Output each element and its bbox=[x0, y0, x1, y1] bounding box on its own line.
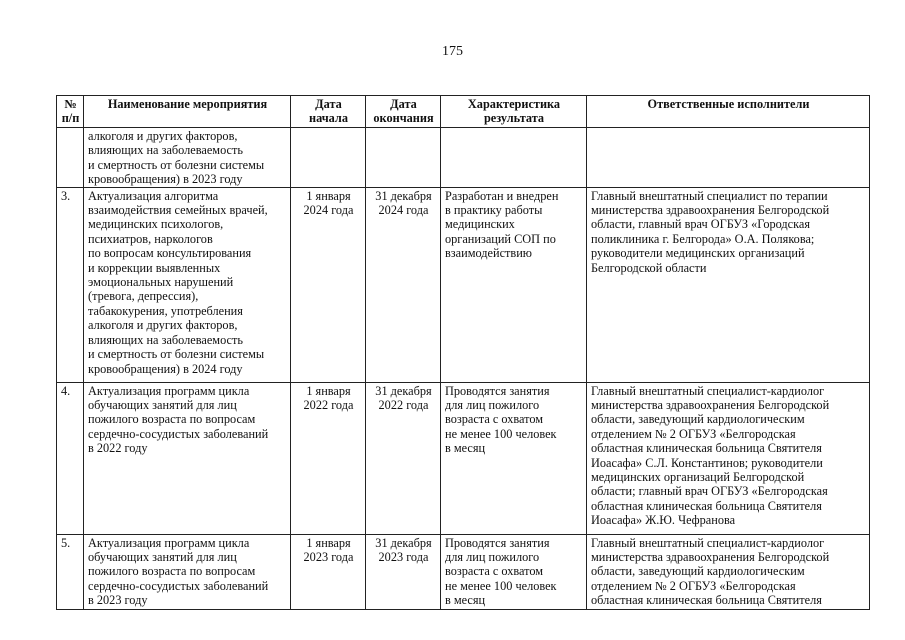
text-line: Актуализация программ цикла bbox=[88, 535, 250, 550]
cell-end-date bbox=[366, 187, 441, 382]
text-line: Проводятся занятия bbox=[445, 383, 550, 398]
text-line: области, главный врач ОГБУЗ «Городская bbox=[591, 217, 811, 232]
table-row bbox=[57, 382, 870, 534]
header-num: № п/п bbox=[57, 96, 84, 128]
cell-name bbox=[84, 534, 291, 609]
text-line: Главный внештатный специалист по терапии bbox=[591, 188, 828, 203]
text-line: Актуализация алгоритма bbox=[88, 188, 219, 203]
text-line: для лиц пожилого bbox=[445, 398, 540, 413]
text-line: алкоголя и других факторов, bbox=[88, 318, 238, 333]
text-line: по вопросам консультирования bbox=[88, 246, 252, 261]
cell-result bbox=[441, 382, 587, 534]
text-line: алкоголя и других факторов, bbox=[88, 129, 238, 143]
text-line: 31 декабря bbox=[375, 535, 432, 550]
text-line: в практику работы bbox=[445, 203, 543, 218]
cell-responsible bbox=[587, 534, 870, 609]
text-line: министерства здравоохранения Белгородской bbox=[591, 550, 830, 565]
header-result: Характеристика результата bbox=[441, 96, 587, 128]
text-line: организаций СОП по bbox=[445, 231, 556, 246]
text-line: Проводятся занятия bbox=[445, 535, 550, 550]
text-line: 2024 года bbox=[303, 203, 354, 218]
header-start-date: Дата начала bbox=[291, 96, 366, 128]
text-line: для лиц пожилого bbox=[445, 550, 540, 565]
text-line: 2024 года bbox=[378, 203, 429, 218]
cell-start-date bbox=[291, 128, 366, 188]
cell-num: 4. bbox=[57, 382, 84, 534]
text-line: Главный внештатный специалист-кардиолог bbox=[591, 383, 825, 398]
text-line: отделением № 2 ОГБУЗ «Белгородская bbox=[591, 578, 796, 593]
text-line: не менее 100 человек bbox=[445, 578, 557, 593]
text-line: 31 декабря bbox=[375, 188, 432, 203]
text-line: министерства здравоохранения Белгородской bbox=[591, 398, 830, 413]
text-line: и коррекции выявленных bbox=[88, 260, 221, 275]
text-line: областная клиническая больница Святителя bbox=[591, 593, 822, 608]
header-end-date: Дата окончания bbox=[366, 96, 441, 128]
table-body bbox=[57, 128, 870, 610]
text-line: Актуализация программ цикла bbox=[88, 383, 250, 398]
text-line: и смертность от болезни системы bbox=[88, 157, 265, 172]
text-line: обучающих занятий для лиц bbox=[88, 398, 237, 413]
text-line: медицинских психологов, bbox=[88, 217, 224, 232]
text-line: области, заведующий кардиологическим bbox=[591, 412, 805, 427]
cell-num: 3. bbox=[57, 187, 84, 382]
text-line: влияющих на заболеваемость bbox=[88, 332, 243, 347]
cell-responsible bbox=[587, 382, 870, 534]
text-line: Разработан и внедрен bbox=[445, 188, 559, 203]
table-header-row bbox=[57, 96, 870, 128]
text-line: 2022 года bbox=[303, 398, 354, 413]
cell-name bbox=[84, 187, 291, 382]
text-line: руководители медицинских организаций bbox=[591, 246, 805, 261]
text-line: областная клиническая больница Святителя bbox=[591, 441, 822, 456]
text-line: не менее 100 человек bbox=[445, 426, 557, 441]
text-line: в 2023 году bbox=[88, 593, 148, 608]
cell-start-date bbox=[291, 534, 366, 609]
text-line: медицинских организаций Белгородской bbox=[591, 470, 805, 485]
cell-responsible bbox=[587, 187, 870, 382]
cell-name bbox=[84, 128, 291, 188]
text-line: 2022 года bbox=[378, 398, 429, 413]
text-line: отделением № 2 ОГБУЗ «Белгородская bbox=[591, 426, 796, 441]
text-line: (тревога, депрессия), bbox=[88, 289, 199, 304]
text-line: 2023 года bbox=[378, 550, 429, 565]
events-table bbox=[56, 95, 870, 610]
text-line: Главный внештатный специалист-кардиолог bbox=[591, 535, 825, 550]
text-line: поликлиника г. Белгорода» О.А. Полякова; bbox=[591, 231, 815, 246]
text-line: влияющих на заболеваемость bbox=[88, 143, 243, 158]
cell-start-date bbox=[291, 382, 366, 534]
text-line: кровообращения) в 2023 году bbox=[88, 172, 243, 187]
text-line: министерства здравоохранения Белгородской bbox=[591, 203, 830, 218]
cell-end-date bbox=[366, 534, 441, 609]
text-line: пожилого возраста по вопросам bbox=[88, 412, 256, 427]
text-line: табакокурения, употребления bbox=[88, 303, 243, 318]
text-line: психиатров, наркологов bbox=[88, 231, 213, 246]
text-line: эмоциональных нарушений bbox=[88, 275, 234, 290]
cell-result bbox=[441, 187, 587, 382]
text-line: 31 декабря bbox=[375, 383, 432, 398]
table-row bbox=[57, 128, 870, 188]
text-line: медицинских bbox=[445, 217, 515, 232]
text-line: Иоасафа» Ж.Ю. Чефранова bbox=[591, 513, 736, 528]
header-name: Наименование мероприятия bbox=[84, 96, 291, 128]
cell-name bbox=[84, 382, 291, 534]
text-line: возраста с охватом bbox=[445, 412, 544, 427]
text-line: Белгородской области bbox=[591, 260, 707, 275]
text-line: областная клиническая больница Святителя bbox=[591, 498, 822, 513]
page-number: 175 bbox=[442, 44, 463, 59]
header-responsible: Ответственные исполнители bbox=[587, 96, 870, 128]
text-line: в месяц bbox=[445, 593, 486, 608]
text-line: взаимодействия семейных врачей, bbox=[88, 203, 268, 218]
text-line: 1 января bbox=[306, 383, 351, 398]
cell-result bbox=[441, 534, 587, 609]
cell-start-date bbox=[291, 187, 366, 382]
table-row bbox=[57, 187, 870, 382]
text-line: области; главный врач ОГБУЗ «Белгородская bbox=[591, 484, 828, 499]
text-line: Иоасафа» С.Л. Константинов; руководители bbox=[591, 455, 823, 470]
text-line: 1 января bbox=[306, 188, 351, 203]
text-line: 2023 года bbox=[303, 550, 354, 565]
cell-result bbox=[441, 128, 587, 188]
table-row bbox=[57, 534, 870, 609]
text-line: в 2022 году bbox=[88, 441, 148, 456]
text-line: обучающих занятий для лиц bbox=[88, 550, 237, 565]
text-line: пожилого возраста по вопросам bbox=[88, 564, 256, 579]
text-line: сердечно-сосудистых заболеваний bbox=[88, 426, 269, 441]
text-line: взаимодействию bbox=[445, 246, 532, 261]
cell-num: 5. bbox=[57, 534, 84, 609]
text-line: 1 января bbox=[306, 535, 351, 550]
text-line: и смертность от болезни системы bbox=[88, 347, 265, 362]
cell-end-date bbox=[366, 128, 441, 188]
text-line: в месяц bbox=[445, 441, 486, 456]
text-line: области, заведующий кардиологическим bbox=[591, 564, 805, 579]
cell-end-date bbox=[366, 382, 441, 534]
cell-responsible bbox=[587, 128, 870, 188]
text-line: сердечно-сосудистых заболеваний bbox=[88, 578, 269, 593]
text-line: кровообращения) в 2024 году bbox=[88, 361, 243, 376]
cell-num bbox=[57, 128, 84, 188]
text-line: возраста с охватом bbox=[445, 564, 544, 579]
